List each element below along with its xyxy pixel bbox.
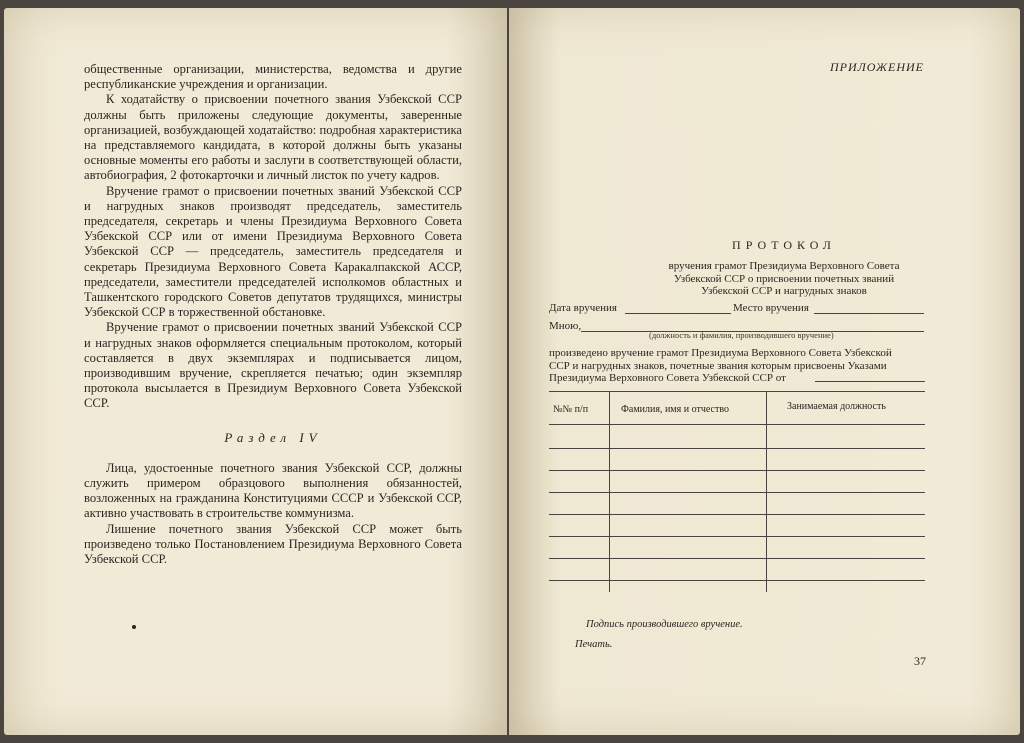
protocol-subtitle xyxy=(549,260,1019,298)
paragraph: К ходатайству о присвоении почетного звания Узбекской ССР должны быть приложены следующие документы, заверенные организацией, возбуждающей ходатайство: подробная характеристика на представляемого кандидата, в которой должны быть указаны основные моменты его работы и заслуги в соответствующей области, автобиография, 2 фотокарточки и личный листок по учету кадров. xyxy=(84,92,462,183)
table-row-line xyxy=(549,514,925,515)
protocol-title: ПРОТОКОЛ xyxy=(732,238,836,252)
section-title: Раздел IV xyxy=(224,429,322,445)
declaration-text xyxy=(549,347,925,385)
recipients-table xyxy=(549,392,925,592)
protocol-subtitle-line: вручения грамот Президиума Верховного Совета xyxy=(668,260,900,272)
table-header-position: Занимаемая должность xyxy=(787,401,886,412)
place-label: Место вручения xyxy=(733,302,809,314)
decree-date-field[interactable] xyxy=(815,381,925,382)
paragraph: Лица, удостоенные почетного звания Узбекской ССР, должны служить примером образцового выполнения обязанностей, возложенных на гражданина Конституциями СССР и Узбекской ССР, активно участвовать в строительстве коммунизма. xyxy=(84,460,462,521)
paragraph: Лишение почетного звания Узбекской ССР может быть произведено только Постановлением Президиума Верховного Совета Узбекской ССР. xyxy=(84,521,462,567)
left-text-column xyxy=(84,62,462,567)
table-row-line xyxy=(549,492,925,493)
left-page xyxy=(4,8,507,735)
ink-dot xyxy=(132,625,136,629)
place-field[interactable] xyxy=(814,313,924,314)
protocol-subtitle-line: Узбекской ССР о присвоении почетных званий xyxy=(673,272,895,285)
by-me-note: (должность и фамилия, производившего вручение) xyxy=(649,330,834,340)
table-row-line xyxy=(549,470,925,471)
paragraph: Вручение грамот о присвоении почетных званий Узбекской ССР и нагрудных знаков оформляется специальным протоколом, который составляется в двух экземплярах и подписывается лицом, производившим вручение, скрепляется печатью; один экземпляр протокола высылается в Президиум Верховного Совета Узбекской ССР. xyxy=(84,320,462,411)
appendix-label: ПРИЛОЖЕНИЕ xyxy=(830,60,924,74)
declaration-line: ССР и нагрудных знаков, почетные звания которым присвоены Указами xyxy=(549,359,887,372)
declaration-line: Президиума Верховного Совета Узбекской ССР от xyxy=(549,372,786,384)
seal-label: Печать. xyxy=(575,639,613,650)
declaration-line: произведено вручение грамот Президиума Верховного Совета Узбекской xyxy=(549,347,892,359)
table-row-line xyxy=(549,536,925,537)
signature-label: Подпись производившего вручение. xyxy=(586,619,743,630)
paragraph: Вручение грамот о присвоении почетных званий Узбекской ССР и нагрудных знаков производят председатель, заместитель председателя, секретарь и члены Президиума Верховного Совета Узбекской ССР или от имени Президиума Верховного Совета Узбекской ССР — председатель, заместитель председателя и секретарь Президиума Верховного Совета Каракалпакской АССР, председатели, заместители председателей исполкомов областных и Ташкентского городского Советов депутатов трудящихся, министры Узбекской ССР в торжественной обстановке. xyxy=(84,183,462,320)
table-header-name: Фамилия, имя и отчество xyxy=(621,404,730,415)
table-row-line xyxy=(549,448,925,449)
table-row-line xyxy=(549,424,925,425)
by-me-label: Мною, xyxy=(549,320,582,332)
table-row-line xyxy=(549,580,925,581)
table-header-number: №№ п/п xyxy=(553,404,589,415)
date-label: Дата вручения xyxy=(549,302,617,314)
protocol-subtitle-line: Узбекской ССР и нагрудных знаков xyxy=(701,285,867,297)
right-page xyxy=(509,8,1020,735)
page-number: 37 xyxy=(914,654,926,668)
table-row-line xyxy=(549,558,925,559)
paragraph: общественные организации, министерства, ведомства и другие республиканские учреждения и организации. xyxy=(84,62,462,92)
date-place-row xyxy=(549,302,924,316)
date-field[interactable] xyxy=(625,313,731,314)
